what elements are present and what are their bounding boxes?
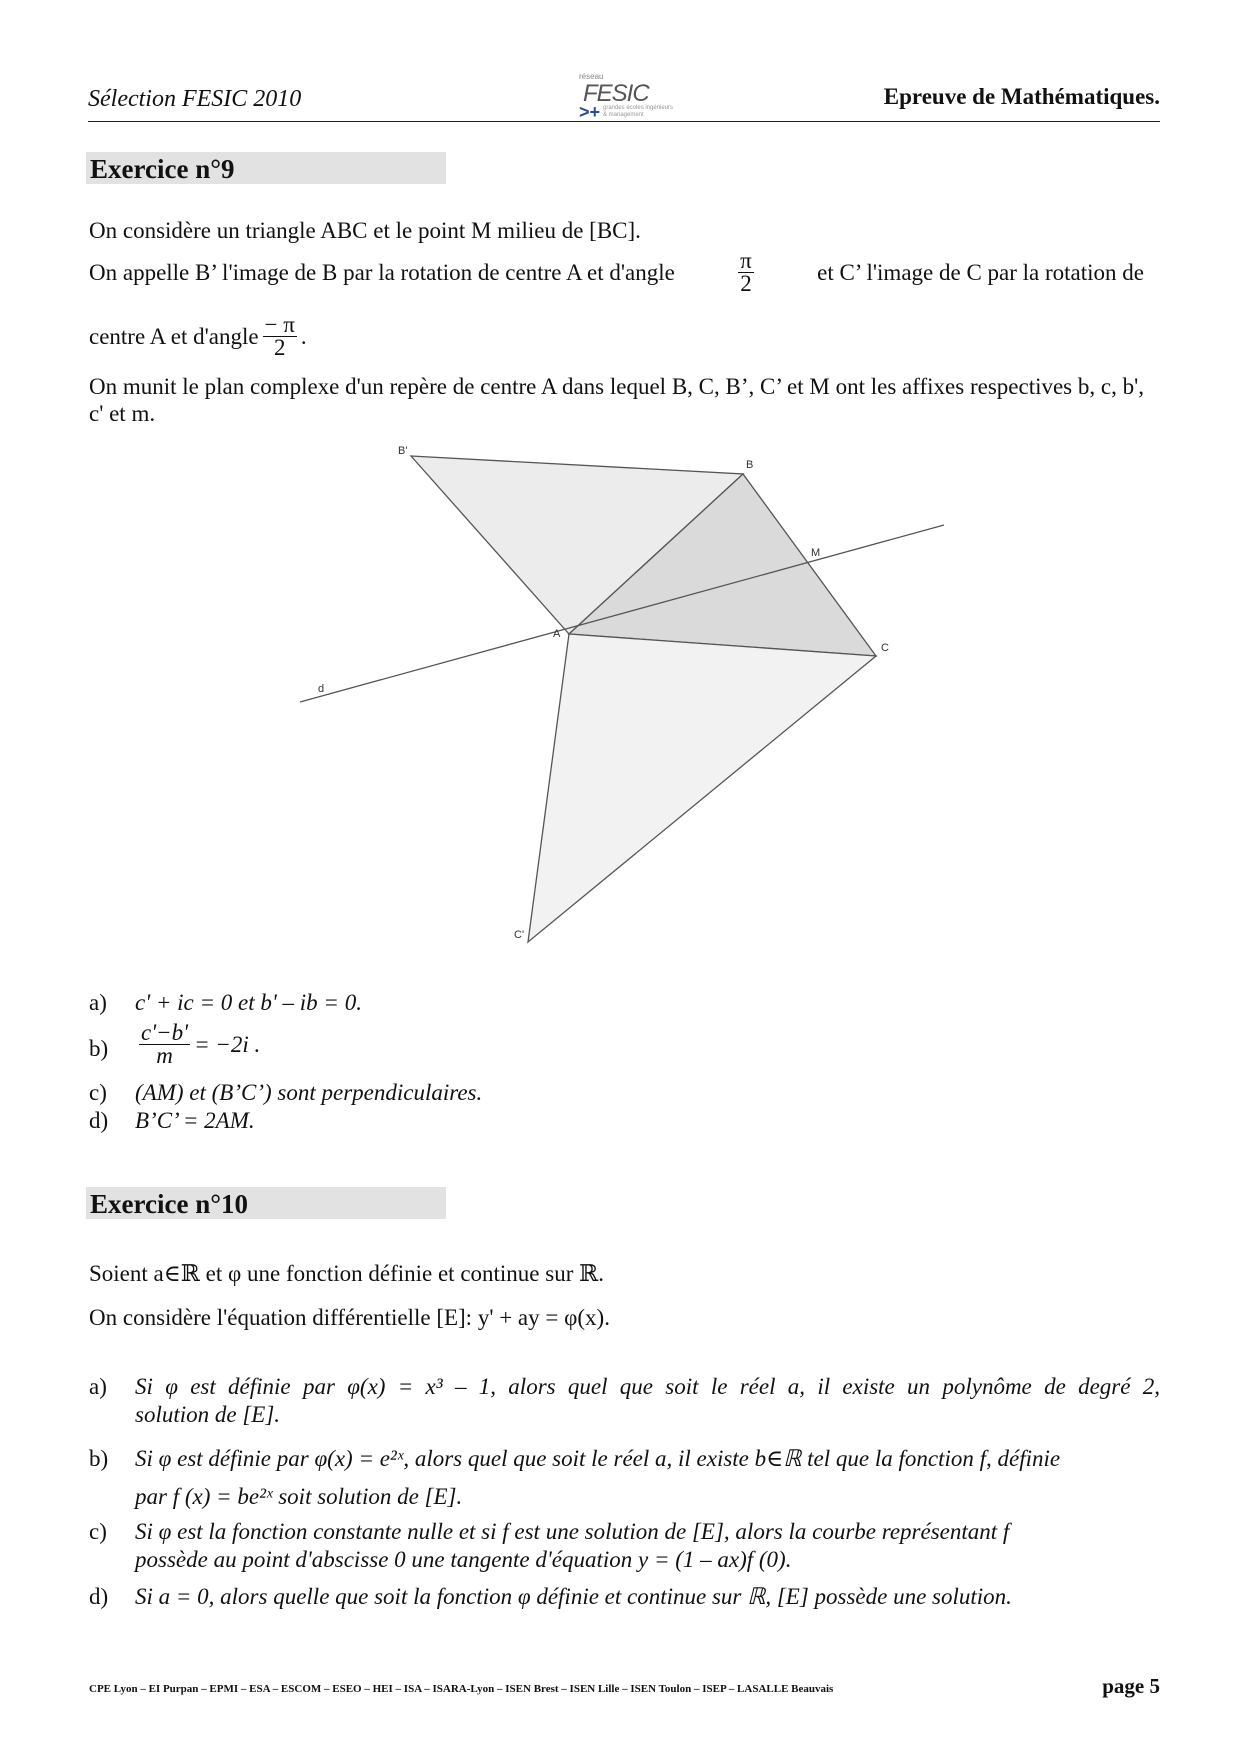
logo-tagline: grandes écoles ingénieurs & management — [603, 105, 674, 118]
logo-main-text: FESIC — [583, 80, 649, 107]
label-C: C — [881, 642, 889, 654]
ex9-item-d: d) B’C’ = 2AM. — [89, 1108, 255, 1133]
label-B: B — [746, 459, 754, 471]
ex10-item-d: d) Si a = 0, alors quelle que soit la fonction φ définie et continue sur ℝ, [E] possède une solution. — [89, 1584, 1012, 1609]
label-A: A — [553, 628, 561, 640]
ex9-line4: On munit le plan complexe d'un repère de centre A dans lequel B, C, B’, C’ et M ont les affixes respectives b, c, b', c' et m. — [89, 374, 1144, 426]
ex9-line3: centre A et d'angle $\frac{- \pi}{2}$ . — [89, 312, 307, 360]
header-rule — [88, 121, 1160, 122]
ex9-item-c: c) (AM) et (B’C’) sont perpendiculaires. — [89, 1080, 483, 1105]
footer-schools: CPE Lyon – EI Purpan – EPMI – ESA – ESCOM – ESEO – HEI – ISA – ISARA-Lyon – ISEN Brest – ISEN Lille – ISEN Toulon – ISEP – LASALLE Beauvais — [89, 1683, 834, 1695]
ex9-item-b: b) $\frac{c'-b'}{m}$ = −2i . — [89, 1020, 261, 1068]
ex10-item-c: c) Si φ est la fonction constante nulle et si f est une solution de [E], alors la courbe représentant f possède au point d'abscisse 0 une tangente d'équation y = (1 – ax)f (0). — [89, 1519, 1010, 1572]
ex10-line2: On considère l'équation différentielle [E]: y' + ay = φ(x). — [89, 1305, 610, 1330]
label-d: d — [318, 683, 325, 695]
label-Bprime: B' — [398, 445, 408, 457]
ex10-item-b: b) Si φ est définie par φ(x) = e²ˣ, alors quel que soit le réel a, il existe b∈ℝ tel que la fonction f, définie par f (x) = be²ˣ soit solution de [E]. — [89, 1446, 1061, 1509]
page-number: page 5 — [1102, 1674, 1160, 1698]
exercise9-title: Exercice n°9 — [86, 152, 446, 184]
ex9-line2-start: On appelle B’ l'image de B par la rotation de centre A et d'angle — [89, 260, 675, 285]
header-title: Sélection FESIC 2010 — [88, 86, 302, 112]
logo-small-text: réseau — [579, 72, 604, 81]
header-subject: Epreuve de Mathématiques. — [883, 84, 1160, 109]
triangle-figure — [280, 440, 960, 950]
exercise10-title: Exercice n°10 — [86, 1187, 446, 1219]
ex10-item-a: a) Si φ est définie par φ(x) = x³ – 1, alors quel que soit le réel a, il existe un polynôme de degré 2, solution de [E]. — [89, 1374, 1160, 1427]
fesic-logo — [575, 72, 675, 120]
ex9-line2 — [89, 250, 1144, 295]
figure-shapes — [300, 456, 944, 942]
triangle-ACCprime — [528, 634, 876, 942]
ratio-fraction: $\frac{c'-b'}{m}$ — [141, 1020, 189, 1068]
angle-minus-pi-over-2: $\frac{- \pi}{2}$ — [264, 312, 295, 360]
ex9-item-a: a) c' + ic = 0 et b' – ib = 0. — [89, 990, 362, 1015]
ex9-line2-end: et C’ l'image de C par la rotation de — [817, 260, 1144, 285]
label-Cprime: C' — [514, 929, 525, 941]
label-M: M — [811, 547, 821, 559]
ex10-line1: Soient a∈ℝ et φ une fonction définie et continue sur ℝ. — [89, 1261, 604, 1286]
logo-arrow: >+ — [579, 102, 601, 122]
ex9-line1: On considère un triangle ABC et le point M milieu de [BC]. — [89, 218, 641, 243]
angle-pi-over-2: $\frac{\pi}{2}$ — [740, 248, 752, 296]
